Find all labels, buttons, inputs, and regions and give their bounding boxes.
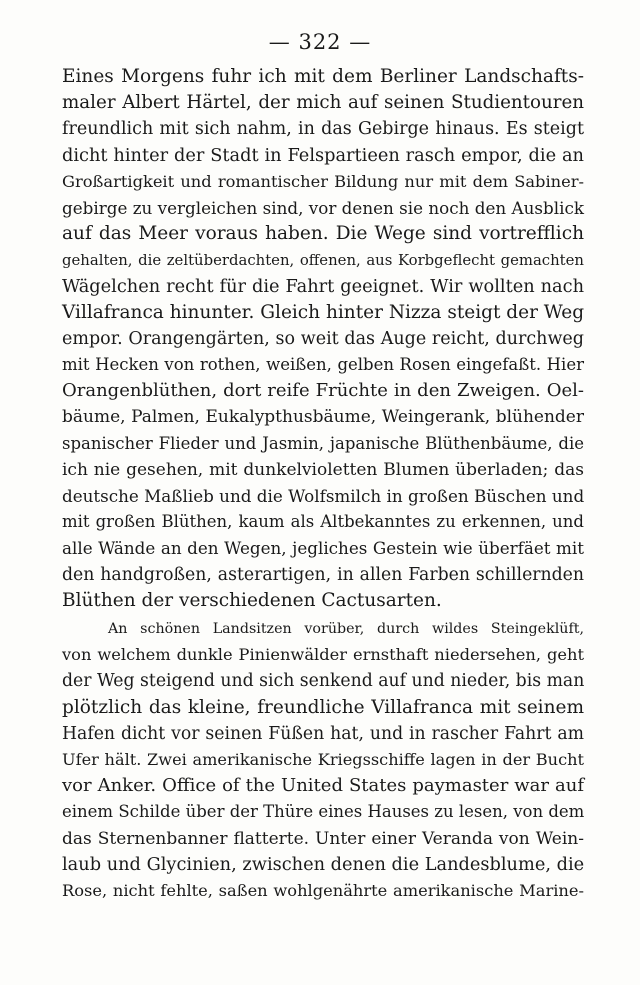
text-line: Hafen dicht vor seinen Füßen hat, und in rascher Fahrt am — [62, 723, 584, 744]
text-line: laub und Glycinien, zwischen denen die Landesblume, die — [62, 854, 585, 875]
text-line: gehalten, die zeltüberdachten, offenen, aus Korbgeflecht gemachten — [62, 251, 584, 270]
text-line: Ufer hält. Zwei amerikanische Kriegsschiffe lagen in der Bucht — [62, 749, 584, 769]
paragraph — [62, 64, 584, 614]
text-line: der Weg steigend und sich senkend auf und nieder, bis man — [62, 671, 585, 692]
text-line: mit großen Blüthen, kaum als Altbekanntes zu erkennen, und — [62, 512, 584, 532]
text-line: auf das Meer voraus haben. Die Wege sind vortrefflich — [62, 223, 584, 245]
text-line: Großartigkeit und romantischer Bildung nur mit dem Sabiner- — [62, 171, 584, 191]
text-line: spanischer Flieder und Jasmin, japanische Blüthenbäume, die — [62, 433, 584, 453]
text-line: freundlich mit sich nahm, in das Gebirge hinaus. Es steigt — [62, 119, 584, 140]
page-number: — 322 — — [268, 30, 372, 54]
text-line: Wägelchen recht für die Fahrt geeignet. Wir wollten nach — [62, 276, 584, 297]
text-line: An schönen Landsitzen vorüber, durch wildes Steingeklüft, — [108, 621, 584, 637]
text-line: Eines Morgens fuhr ich mit dem Berliner Landschafts- — [62, 66, 584, 87]
text-line: von welchem dunkle Pinienwälder ernsthaft niedersehen, geht — [62, 645, 584, 665]
text-line: plötzlich das kleine, freundliche Villafranca mit seinem — [62, 696, 584, 718]
text-line: dicht hinter der Stadt in Felspartieen rasch empor, die an — [62, 145, 584, 166]
text-line: ich nie gesehen, mit dunkelvioletten Blumen überladen; das — [62, 459, 584, 480]
text-line: alle Wände an den Wegen, jegliches Gestein wie überfäet mit — [62, 538, 584, 559]
text-line: deutsche Maßlieb und die Wolfsmilch in großen Büschen und — [62, 486, 585, 506]
text-line: mit Hecken von rothen, weißen, gelben Rosen eingefaßt. Hier — [62, 355, 584, 375]
text-line: empor. Orangengärten, so weit das Auge reicht, durchweg — [62, 328, 584, 349]
text-line: vor Anker. Office of the United States paymaster war auf — [62, 775, 584, 797]
text-line: maler Albert Härtel, der mich auf seinen Studientouren — [62, 92, 584, 114]
text-line: bäume, Palmen, Eukalypthusbäume, Weingerank, blühender — [62, 407, 584, 428]
text-line: das Sternenbanner flatterte. Unter einer Veranda von Wein- — [62, 828, 584, 849]
text-line: den handgroßen, asterartigen, in allen Farben schillernden — [62, 564, 584, 585]
text-line: Orangenblüthen, dort reife Früchte in den Zweigen. Oel- — [62, 380, 584, 402]
text-line: Blüthen der verschiedenen Cactusarten. — [62, 589, 442, 611]
paragraph — [62, 616, 584, 904]
text-line: einem Schilde über der Thüre eines Hauses zu lesen, von dem — [62, 802, 585, 822]
text-line: Rose, nicht fehlte, saßen wohlgenährte amerikanische Marine- — [62, 880, 584, 900]
text-line: Villafranca hinunter. Gleich hinter Nizza steigt der Weg — [62, 301, 585, 323]
text-line: gebirge zu vergleichen sind, vor denen sie noch den Ausblick — [62, 197, 584, 218]
